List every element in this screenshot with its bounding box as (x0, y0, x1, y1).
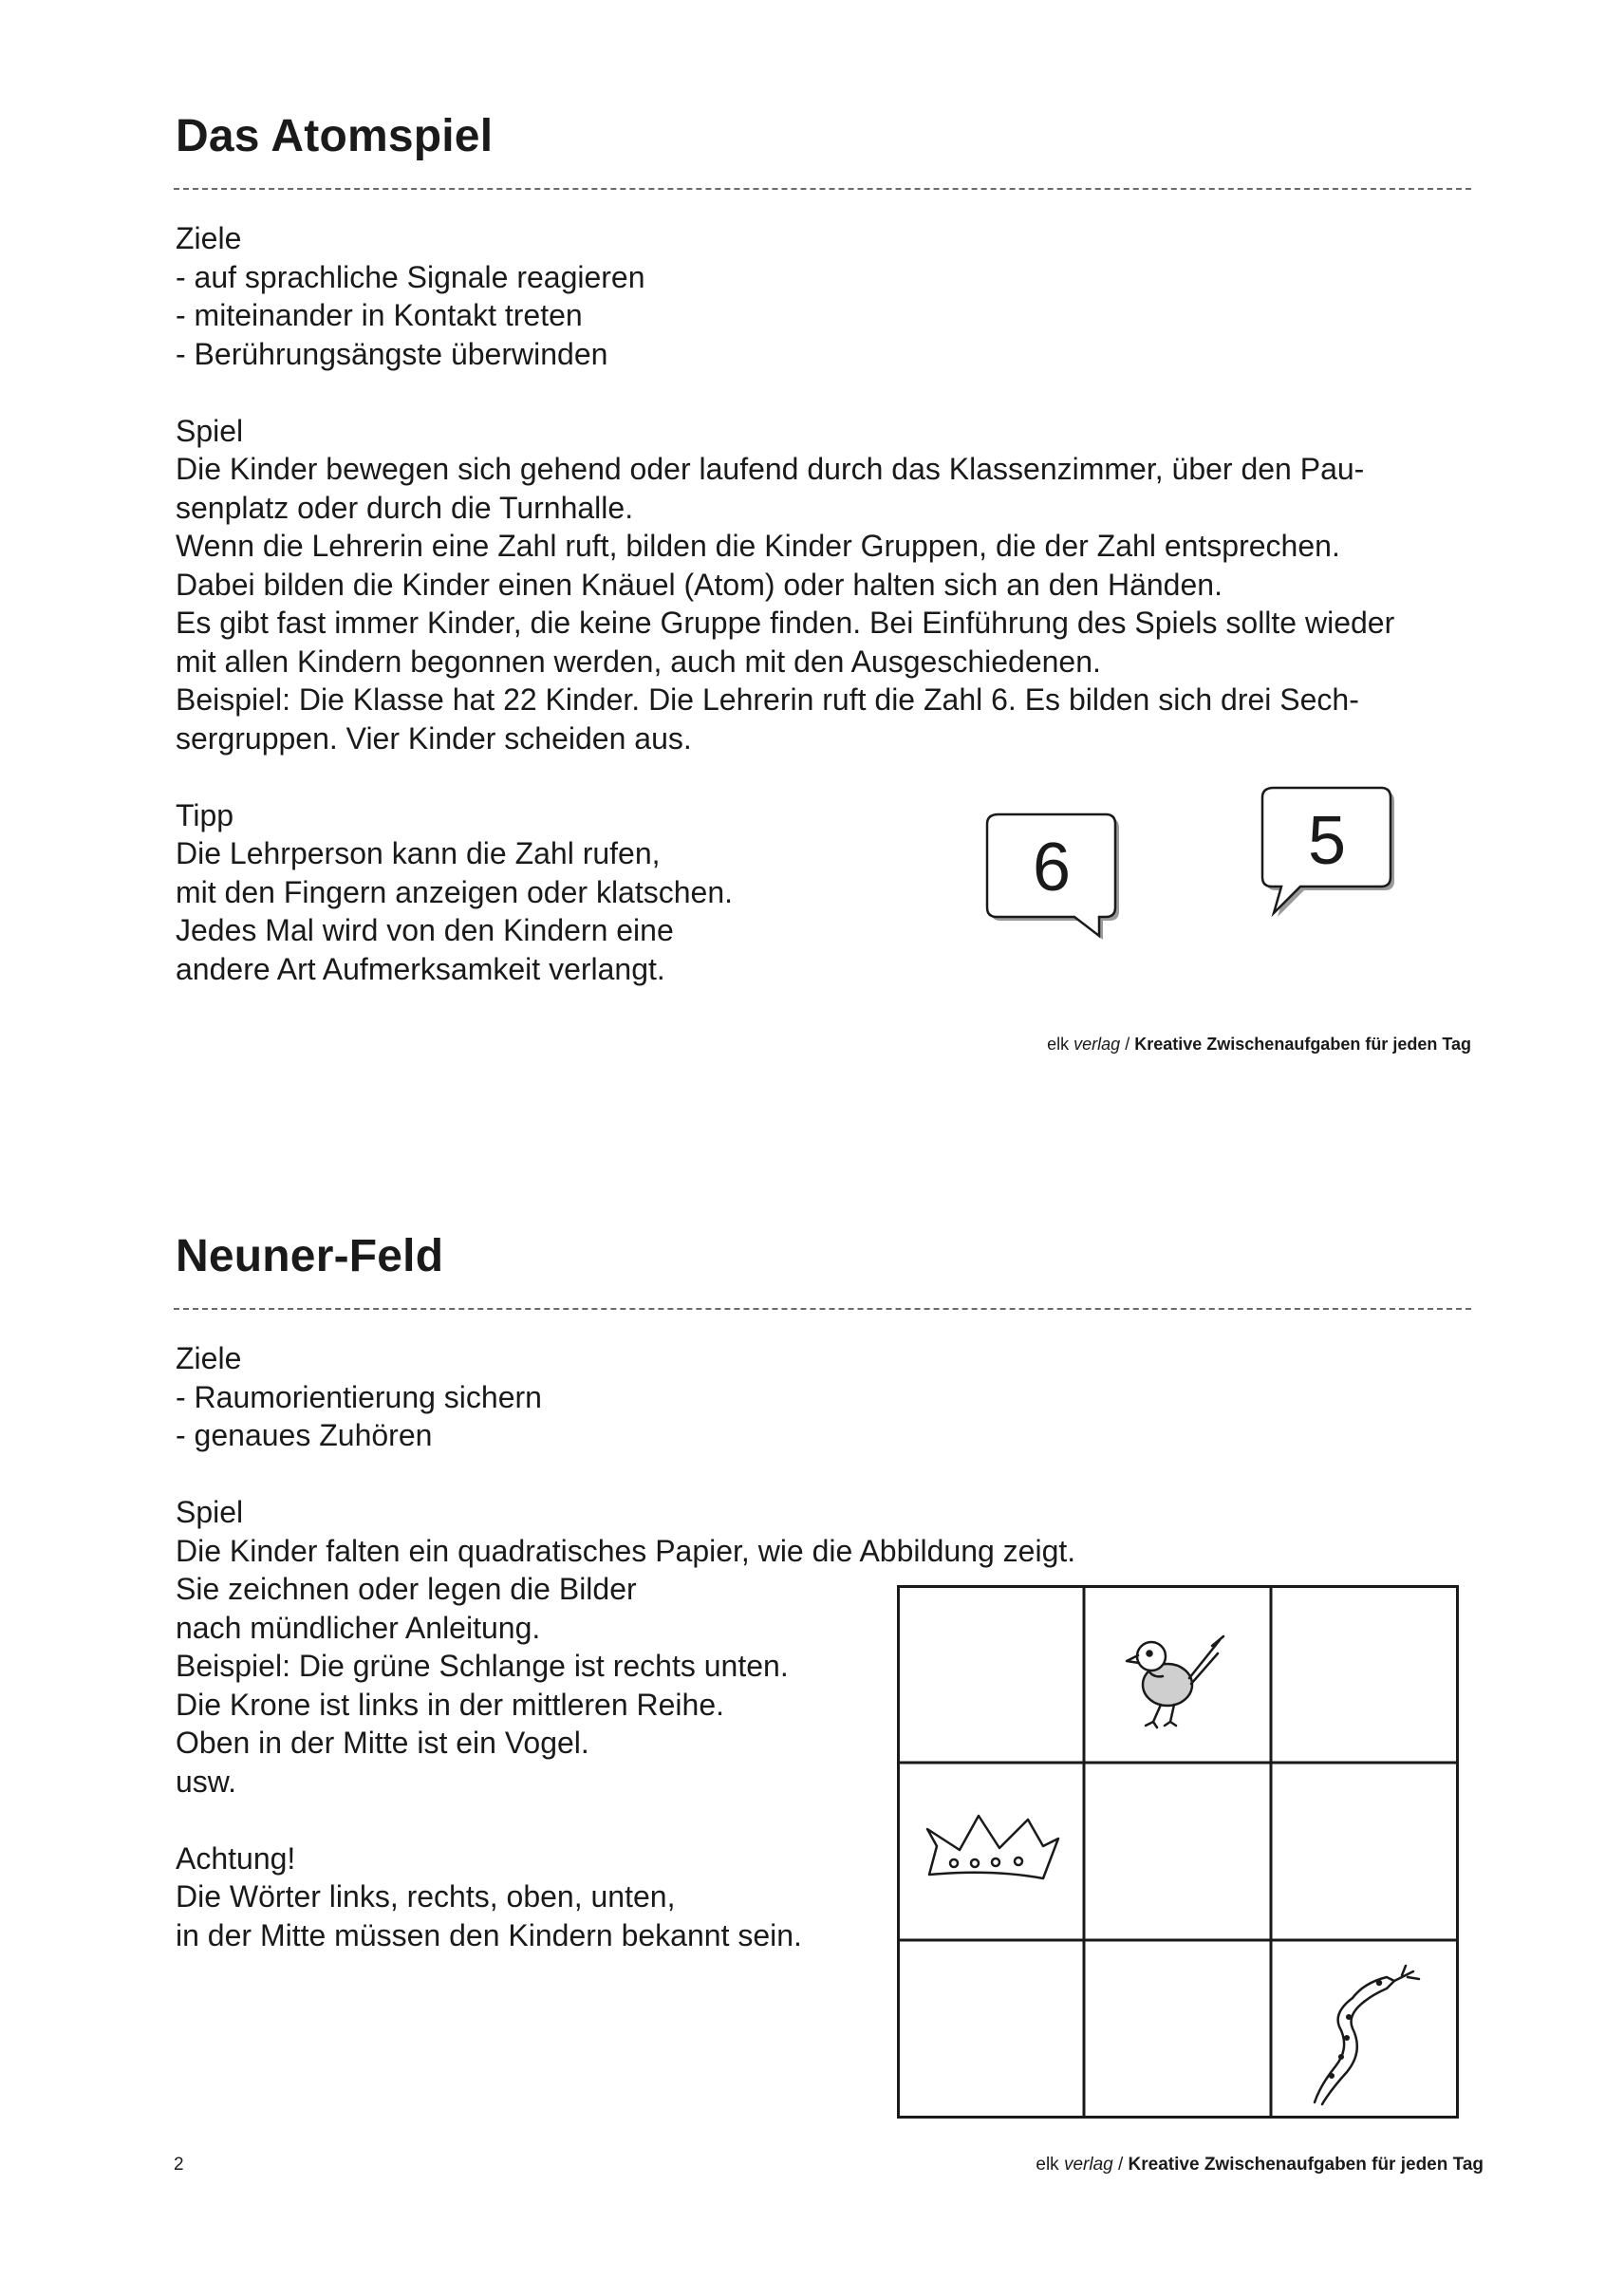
section2-divider (174, 1308, 1471, 1310)
footer-publisher-italic: verlag (1063, 2155, 1113, 2175)
section2-game-line: Beispiel: Die grüne Schlange ist rechts unten. (176, 1649, 789, 1683)
section1-game-line: mit allen Kindern begonnen werden, auch mit den Ausgeschiedenen. (176, 644, 1101, 679)
footer-book-title: Kreative Zwischenaufgaben für jeden Tag (1128, 2155, 1484, 2175)
footer-publisher-italic: verlag (1073, 1035, 1121, 1054)
section2-game-line: Sie zeichnen oder legen die Bilder (176, 1572, 637, 1606)
section1-game-line: Es gibt fast immer Kinder, die keine Gruppe finden. Bei Einführung des Spiels sollte wieder (176, 606, 1395, 640)
section1-footer (1047, 1035, 1471, 1055)
footer-publisher: elk (1036, 2155, 1059, 2175)
section1-game-line: Beispiel: Die Klasse hat 22 Kinder. Die Lehrerin ruft die Zahl 6. Es bilden sich drei Sech- (176, 682, 1359, 717)
section2-game-line: usw. (176, 1764, 237, 1799)
section1-game-line: Wenn die Lehrerin eine Zahl ruft, bilden die Kinder Gruppen, die der Zahl entsprechen. (176, 529, 1340, 563)
section1-tip-line: Die Lehrperson kann die Zahl rufen, (176, 836, 661, 870)
section1-tip-line: Jedes Mal wird von den Kindern eine (176, 913, 674, 947)
section1-goal-1: - auf sprachliche Signale reagieren (176, 259, 645, 294)
section1-body (176, 219, 1394, 988)
footer-publisher: elk (1047, 1035, 1070, 1054)
bubble-number-6: 6 (1032, 830, 1072, 906)
speech-bubble-5 (1253, 778, 1414, 921)
section1-tip-heading: Tipp (176, 797, 234, 832)
section2-title: Neuner-Feld (176, 1231, 444, 1281)
page-number: 2 (174, 2155, 184, 2175)
section2-attention-line: Die Wörter links, rechts, oben, unten, (176, 1879, 676, 1914)
speech-bubble-6 (978, 805, 1139, 938)
section2-game-line: Die Krone ist links in der mittleren Reihe. (176, 1687, 725, 1722)
section1-tip-line: mit den Fingern anzeigen oder klatschen. (176, 874, 734, 909)
section2-attention-line: in der Mitte müssen den Kindern bekannt sein. (176, 1917, 802, 1952)
footer-book-title: Kreative Zwischenaufgaben für jeden Tag (1134, 1035, 1471, 1054)
footer-separator: / (1125, 1035, 1130, 1054)
section1-goal-3: - Berührungsängste überwinden (176, 336, 608, 371)
section1-game-heading: Spiel (176, 413, 244, 448)
section1-goals-heading: Ziele (176, 221, 242, 255)
section2-goal-2: - genaues Zuhören (176, 1418, 433, 1452)
page-footer (1036, 2155, 1484, 2175)
section1-game-line: Dabei bilden die Kinder einen Knäuel (Atom) oder halten sich an den Händen. (176, 567, 1223, 602)
section2-attention-heading: Achtung! (176, 1840, 296, 1876)
section2-goals-heading: Ziele (176, 1341, 242, 1375)
bubble-number-5: 5 (1307, 803, 1347, 879)
section2-game-line: Die Kinder falten ein quadratisches Papier, wie die Abbildung zeigt. (176, 1533, 1076, 1568)
section2-game-heading: Spiel (176, 1495, 244, 1529)
section2-game-line: Oben in der Mitte ist ein Vogel. (176, 1726, 589, 1760)
section1-tip-line: andere Art Aufmerksamkeit verlangt. (176, 951, 665, 986)
nine-field-grid (897, 1585, 1459, 2119)
section1-divider (174, 188, 1471, 190)
section2-goal-1: - Raumorientierung sichern (176, 1379, 542, 1414)
footer-separator: / (1117, 2155, 1124, 2175)
section1-game-line: Die Kinder bewegen sich gehend oder laufend durch das Klassenzimmer, über den Pau- (176, 452, 1365, 486)
section2-game-line: nach mündlicher Anleitung. (176, 1610, 541, 1645)
section1-title: Das Atomspiel (176, 111, 494, 161)
section1-goal-2: - miteinander in Kontakt treten (176, 298, 583, 332)
section1-game-line: sergruppen. Vier Kinder scheiden aus. (176, 720, 692, 756)
section1-game-line: senplatz oder durch die Turnhalle. (176, 490, 634, 525)
